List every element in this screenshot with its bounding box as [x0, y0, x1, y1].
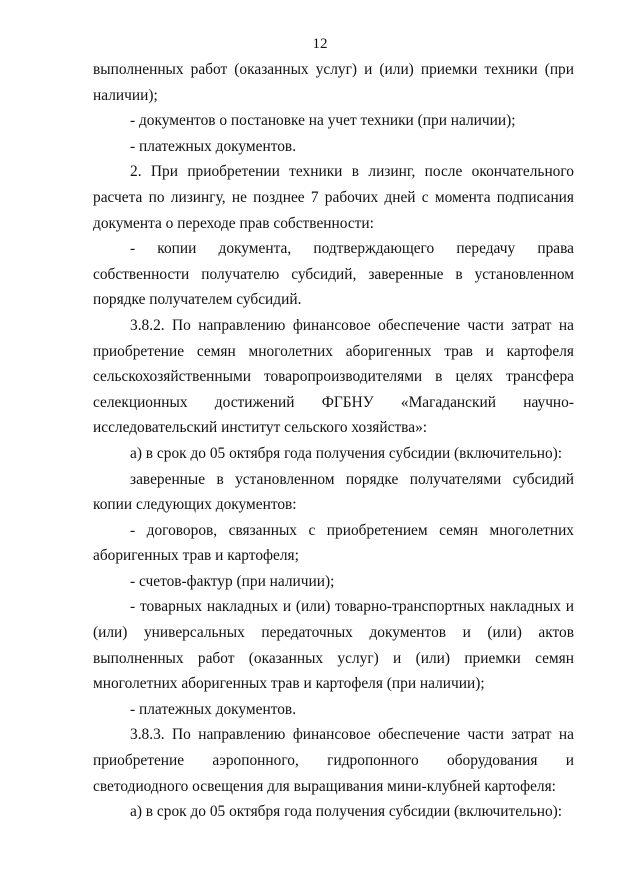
paragraph-deadline: а) в срок до 05 октября года получения субсидии (включительно): [130, 803, 563, 821]
paragraph-continuation: выполненных работ (оказанных услуг) и (или) приемки техники (при наличии); [93, 61, 574, 104]
paragraph-list-item: - платежных документов. [130, 700, 297, 718]
paragraph-list-item: - документов о постановке на учет техники (при наличии); [130, 112, 516, 130]
paragraph-list-item: - счетов-фактур (при наличии); [130, 572, 335, 590]
paragraph-certified-copies: заверенные в установленном порядке получателями субсидий копии следующих документов: [93, 470, 574, 514]
paragraph-section-3-8-2: 3.8.2. По направлению финансовое обеспечение части затрат на приобретение семян многолетних аборигенных трав и картофеля сельскохозяйственными товаропроизводителями в целях трансфера селекционных достижений ФГБНУ «Магаданский научно-исследовательский институт сельского хозяйства»: [93, 316, 574, 437]
paragraph-list-item: - платежных документов. [130, 137, 297, 155]
paragraph-leasing: 2. При приобретении техники в лизинг, после окончательного расчета по лизингу, не позднее 7 рабочих дней с момента подписания документа о переходе прав собственности: [93, 163, 574, 232]
page-number: 12 [312, 36, 328, 52]
paragraph-list-item: - товарных накладных и (или) товарно-транспортных накладных и (или) универсальных передаточных документов и (или) актов выполненных работ (оказанных услуг) и (или) приемки семян многолетних аборигенных трав и картофеля (при наличии); [93, 598, 574, 693]
paragraph-section-3-8-3: 3.8.3. По направлению финансовое обеспечение части затрат на приобретение аэропонного, гидропонного оборудования и светодиодного освещения для выращивания мини-клубней картофеля: [93, 726, 574, 795]
paragraph-deadline: а) в срок до 05 октября года получения субсидии (включительно): [130, 444, 563, 462]
paragraph-list-item: - копии документа, подтверждающего передачу права собственности получателю субсидий, заверенные в установленном порядке получателем субсидий. [93, 240, 574, 309]
paragraph-list-item: - договоров, связанных с приобретением семян многолетних аборигенных трав и картофеля; [93, 521, 574, 565]
document-body [93, 57, 574, 825]
